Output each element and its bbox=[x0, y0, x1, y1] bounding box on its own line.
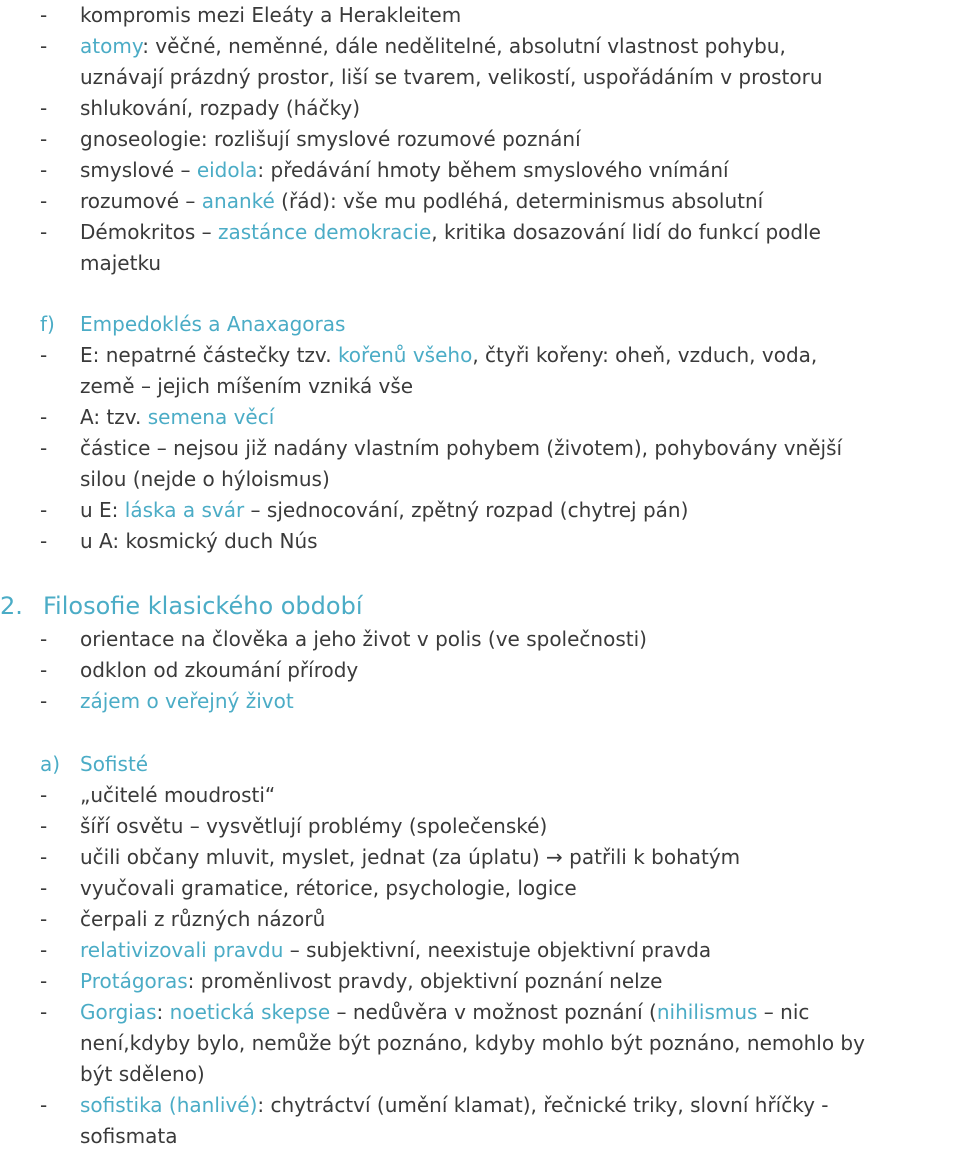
bullet-dash: - bbox=[40, 969, 48, 993]
text-segment: uznávají prázdný prostor, liší se tvarem, velikostí, uspořádáním v prostoru bbox=[80, 65, 823, 89]
highlighted-term: kořenů všeho bbox=[337, 343, 473, 367]
text-segment: rozumové – bbox=[80, 189, 202, 213]
bullet-dash: - bbox=[40, 658, 48, 682]
text-segment: E: nepatrné částečky tzv. bbox=[80, 343, 338, 367]
highlighted-term: zastánce demokracie bbox=[218, 220, 432, 244]
text-segment: , kritika dosazování lidí do funkcí podle bbox=[431, 220, 821, 244]
line-content bbox=[80, 624, 647, 655]
highlighted-term: láska a svár bbox=[124, 498, 245, 522]
text-segment: – sjednocování, zpětný rozpad (chytrej pán) bbox=[244, 498, 689, 522]
text-segment: , čtyři kořeny: oheň, vzduch, voda, bbox=[472, 343, 818, 367]
text-segment: částice – nejsou již nadány vlastním pohybem (životem), pohybovány vnější bbox=[80, 436, 843, 460]
line-content bbox=[80, 464, 330, 495]
line-content bbox=[80, 935, 711, 966]
bullet-dash: - bbox=[40, 220, 48, 244]
line-content bbox=[80, 811, 547, 842]
text-segment: Démokritos – bbox=[80, 220, 218, 244]
bullet-dash: - bbox=[40, 127, 48, 151]
text-segment: : chytráctví (umění klamat), řečnické triky, slovní hříčky - bbox=[257, 1093, 829, 1117]
text-segment: čerpali z různých názorů bbox=[80, 907, 326, 931]
line-content bbox=[80, 62, 823, 93]
line-content bbox=[80, 340, 817, 371]
highlighted-term: Gorgias bbox=[80, 1000, 157, 1024]
bullet-dash: - bbox=[40, 498, 48, 522]
text-segment: sofismata bbox=[80, 1124, 178, 1148]
bullet-dash: - bbox=[40, 876, 48, 900]
text-segment: : předávání hmoty během smyslového vnímání bbox=[257, 158, 729, 182]
line-content bbox=[80, 526, 318, 557]
line-content bbox=[80, 655, 358, 686]
line-content bbox=[80, 842, 740, 873]
text-segment: učili občany mluvit, myslet, jednat (za úplatu) → patřili k bohatým bbox=[80, 845, 741, 869]
line-content bbox=[80, 124, 581, 155]
highlighted-term: Empedoklés a Anaxagoras bbox=[80, 312, 346, 336]
line-content bbox=[80, 1028, 865, 1059]
bullet-dash: - bbox=[40, 436, 48, 460]
highlighted-term: eidola bbox=[196, 158, 258, 182]
text-segment: : bbox=[156, 1000, 170, 1024]
highlighted-term: semena věcí bbox=[147, 405, 275, 429]
section-number: 2. bbox=[0, 592, 23, 620]
bullet-dash: - bbox=[40, 405, 48, 429]
item-letter: a) bbox=[40, 752, 61, 776]
line-content bbox=[80, 495, 688, 526]
line-content bbox=[80, 402, 274, 433]
text-segment: odklon od zkoumání přírody bbox=[80, 658, 359, 682]
text-segment: – nic bbox=[757, 1000, 810, 1024]
bullet-dash: - bbox=[40, 3, 48, 27]
highlighted-term: atomy bbox=[80, 34, 143, 58]
line-content bbox=[80, 31, 786, 62]
line-content bbox=[80, 1090, 829, 1121]
bullet-dash: - bbox=[40, 34, 48, 58]
text-segment: A: tzv. bbox=[80, 405, 148, 429]
line-content bbox=[80, 686, 294, 717]
line-content bbox=[80, 217, 821, 248]
text-segment: země – jejich míšením vzniká vše bbox=[80, 374, 414, 398]
text-segment: – subjektivní, neexistuje objektivní pravda bbox=[283, 938, 712, 962]
bullet-dash: - bbox=[40, 938, 48, 962]
bullet-dash: - bbox=[40, 689, 48, 713]
line-content bbox=[80, 1121, 178, 1152]
text-segment: není,kdyby bylo, nemůže být poznáno, kdyby mohlo být poznáno, nemohlo by bbox=[80, 1031, 865, 1055]
line-content bbox=[80, 904, 325, 935]
text-segment: (řád): vše mu podléhá, determinismus absolutní bbox=[274, 189, 764, 213]
bullet-dash: - bbox=[40, 814, 48, 838]
text-segment: být sděleno) bbox=[80, 1062, 205, 1086]
text-segment: smyslové – bbox=[80, 158, 197, 182]
text-segment: shlukování, rozpady (háčky) bbox=[80, 96, 361, 120]
section-title: Filosofie klasického období bbox=[43, 592, 363, 620]
text-segment: – nedůvěra v možnost poznání ( bbox=[330, 1000, 657, 1024]
line-content bbox=[80, 93, 360, 124]
text-segment: „učitelé moudrosti“ bbox=[80, 783, 276, 807]
line-content bbox=[80, 749, 148, 780]
line-content bbox=[80, 780, 275, 811]
line-content bbox=[80, 371, 413, 402]
text-segment: orientace na člověka a jeho život v polis (ve společnosti) bbox=[80, 627, 647, 651]
highlighted-term: sofistika (hanlivé) bbox=[80, 1093, 258, 1117]
highlighted-term: noetická skepse bbox=[169, 1000, 331, 1024]
bullet-dash: - bbox=[40, 627, 48, 651]
bullet-dash: - bbox=[40, 1000, 48, 1024]
text-segment: silou (nejde o hýloismus) bbox=[80, 467, 330, 491]
line-content bbox=[80, 997, 809, 1028]
line-content bbox=[80, 966, 662, 997]
text-segment: : proměnlivost pravdy, objektivní poznání nelze bbox=[187, 969, 663, 993]
highlighted-term: Protágoras bbox=[80, 969, 188, 993]
bullet-dash: - bbox=[40, 1093, 48, 1117]
bullet-dash: - bbox=[40, 529, 48, 553]
highlighted-term: relativizovali pravdu bbox=[80, 938, 284, 962]
line-content bbox=[80, 186, 763, 217]
highlighted-term: nihilismus bbox=[656, 1000, 758, 1024]
text-segment: gnoseologie: rozlišují smyslové rozumové poznání bbox=[80, 127, 581, 151]
bullet-dash: - bbox=[40, 907, 48, 931]
line-content bbox=[80, 873, 577, 904]
line-content bbox=[80, 155, 729, 186]
line-content bbox=[80, 0, 461, 31]
text-segment: šíří osvětu – vysvětlují problémy (společenské) bbox=[80, 814, 548, 838]
line-content bbox=[80, 433, 842, 464]
text-segment: vyučovali gramatice, rétorice, psychologie, logice bbox=[80, 876, 577, 900]
text-segment: majetku bbox=[80, 251, 162, 275]
bullet-dash: - bbox=[40, 343, 48, 367]
text-segment: : věčné, neměnné, dále nedělitelné, absolutní vlastnost pohybu, bbox=[142, 34, 786, 58]
bullet-dash: - bbox=[40, 783, 48, 807]
text-segment: u A: kosmický duch Nús bbox=[80, 529, 318, 553]
item-letter: f) bbox=[40, 312, 55, 336]
text-segment: u E: bbox=[80, 498, 125, 522]
bullet-dash: - bbox=[40, 189, 48, 213]
bullet-dash: - bbox=[40, 96, 48, 120]
highlighted-term: ananké bbox=[201, 189, 275, 213]
line-content bbox=[80, 1059, 205, 1090]
bullet-dash: - bbox=[40, 158, 48, 182]
highlighted-term: zájem o veřejný život bbox=[80, 689, 294, 713]
line-content bbox=[80, 309, 345, 340]
text-segment: kompromis mezi Eleáty a Herakleitem bbox=[80, 3, 462, 27]
line-content bbox=[80, 248, 161, 279]
highlighted-term: Sofisté bbox=[80, 752, 149, 776]
bullet-dash: - bbox=[40, 845, 48, 869]
